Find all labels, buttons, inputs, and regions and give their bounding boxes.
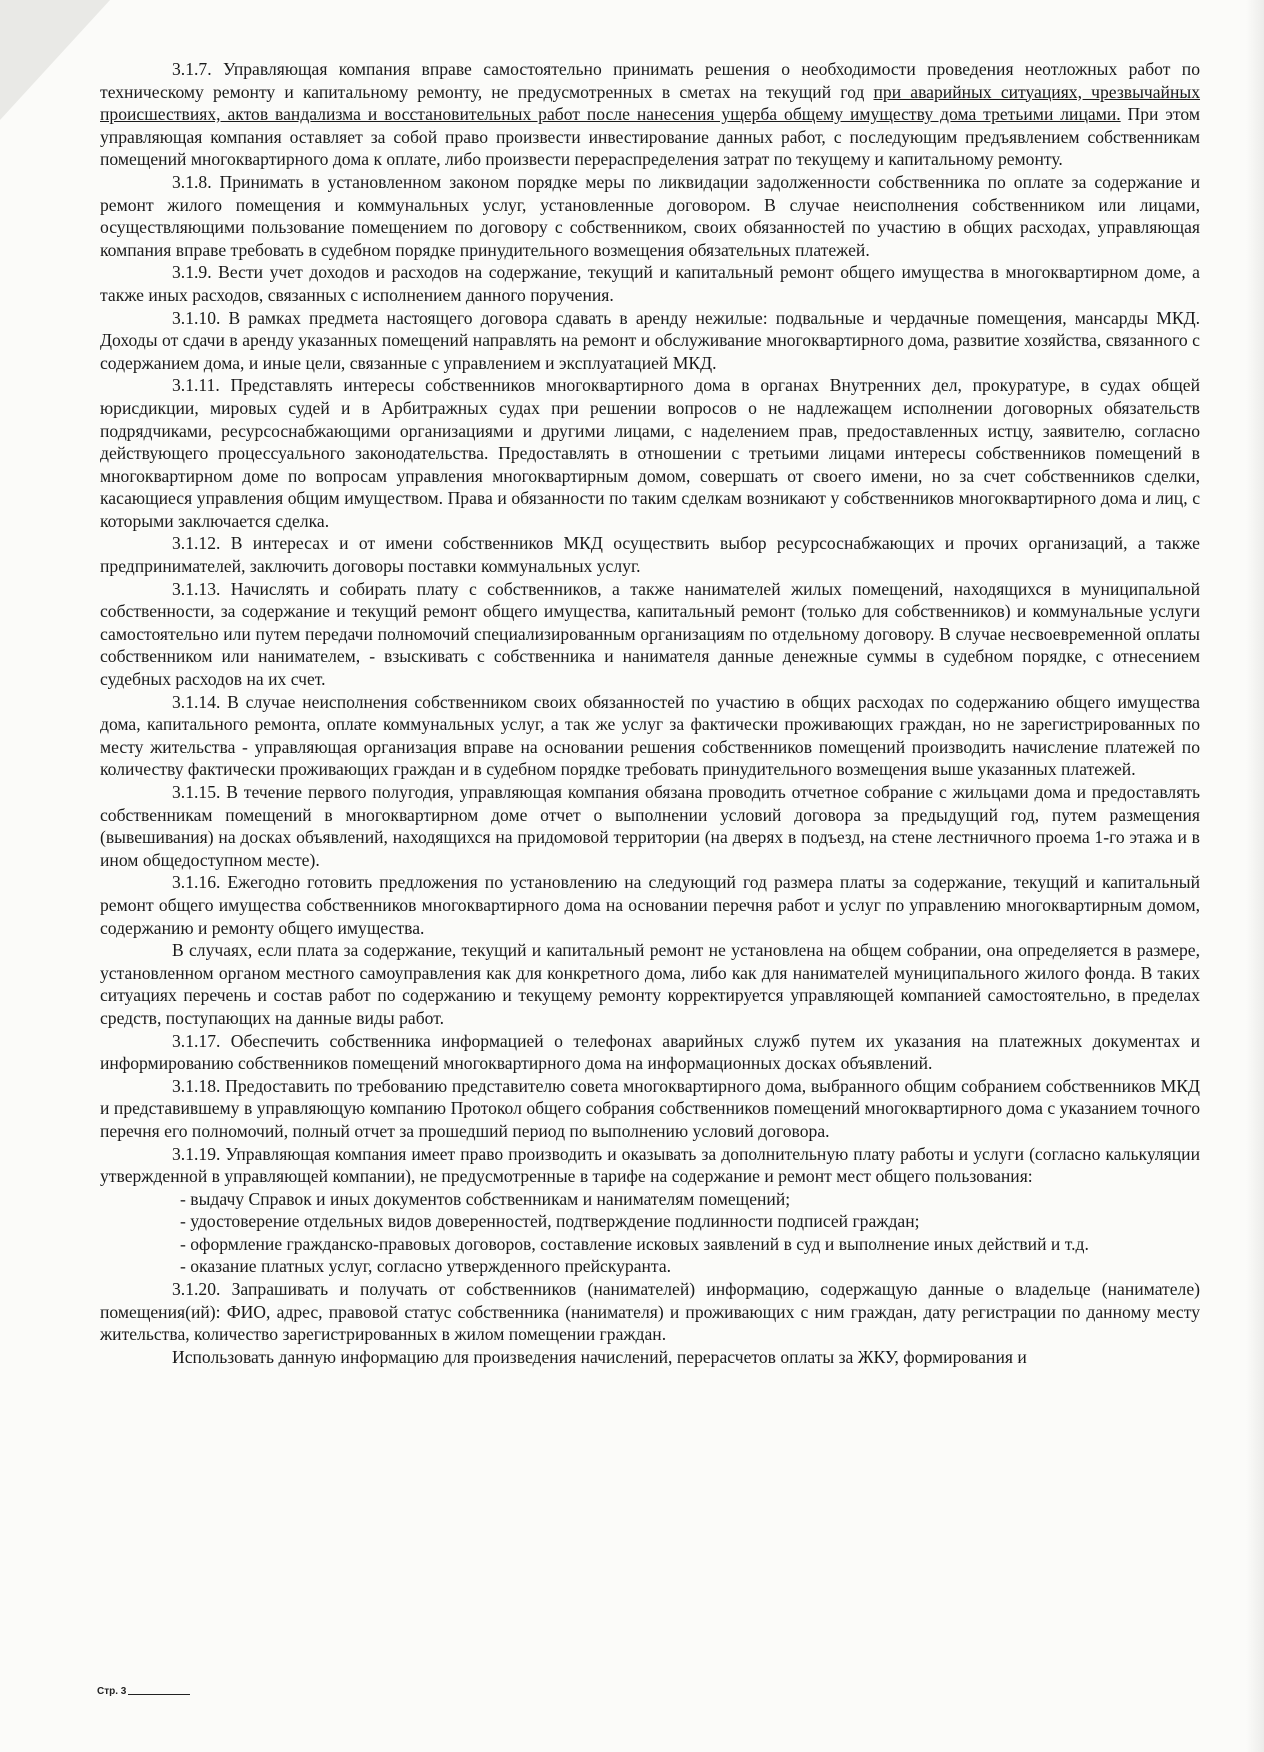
clause-3-1-20: 3.1.20. Запрашивать и получать от собственников (нанимателей) информацию, содержащую данные о владельце (нанимателе) помещения(ий): ФИО, адрес, правовой статус собственника (нанимателя) и проживающих с ним граждан, дату регистрации по данному месту жительства, количество зарегистрированных в жилом помещении граждан. [100, 1279, 1200, 1345]
list-item: - оказание платных услуг, согласно утвержденного прейскуранта. [180, 1256, 672, 1277]
clause-3-1-10: 3.1.10. В рамках предмета настоящего договора сдавать в аренду нежилые: подвальные и чердачные помещения, мансарды МКД. Доходы от сдачи в аренду указанных помещений направлять на ремонт и обслуживание многоквартирного дома, развитие хозяйства, связанного с содержанием дома, и иные цели, связанные с управлением и эксплуатацией МКД. [100, 307, 1200, 373]
list-item: - выдачу Справок и иных документов собственникам и нанимателям помещений; [180, 1188, 791, 1209]
clause-3-1-20-continued: Использовать данную информацию для произведения начислений, перерасчетов оплаты за ЖКУ, формирования и [172, 1346, 1027, 1367]
clause-3-1-14: 3.1.14. В случае неисполнения собственником своих обязанностей по участию в общих расходах по содержанию общего имущества дома, капитального ремонта, оплате коммунальных услуг, а так же услуг за фактически проживающих граждан, но не зарегистрированных по месту жительства - управляющая организация вправе на основании решения собственников помещений производить начисление платежей по количеству фактически проживающих граждан и в судебном порядке требовать принудительного возмещения выше указанных платежей. [100, 691, 1200, 780]
clause-3-1-7-end: При этом управляющая компания оставляет за собой право произвести инвестирование данных работ, с последующим предъявлением собственникам помещений многоквартирного дома к оплате, либо произвести перераспределения затрат по текущему и капитальному ремонту. [100, 104, 1200, 170]
clause-3-1-8: 3.1.8. Принимать в установленном законом порядке меры по ликвидации задолженности собственника по оплате за содержание и ремонт жилого помещения и коммунальных услуг, установленные договором. В случае неисполнения собственником или лицами, осуществляющими пользование помещением по договору с собственником, своих обязанностей по участию в общих расходах, управляющая компания вправе требовать в судебном порядке принудительного возмещения обязательных платежей. [100, 171, 1200, 260]
clause-3-1-19: 3.1.19. Управляющая компания имеет право производить и оказывать за дополнительную плату работы и услуги (согласно калькуляции утвержденной в управляющей компании), не предусмотренные в тарифе на содержание и ремонт мест общего пользования: [100, 1143, 1200, 1187]
clause-3-1-15: 3.1.15. В течение первого полугодия, управляющая компания обязана проводить отчетное собрание с жильцами дома и предоставлять собственникам помещений в многоквартирном доме отчет о выполнении условий договора за предыдущий год, путем размещения (вывешивания) на досках объявлений, находящихся на придомовой территории (на дверях в подъезд, на стене лестничного проема 1-го этажа и в ином общедоступном месте). [100, 782, 1200, 870]
clause-3-1-11: 3.1.11. Представлять интересы собственников многоквартирного дома в органах Внутренних дел, прокуратуре, в судах общей юрисдикции, мировых судей и в Арбитражных судах при решении вопросов о не надлежащем исполнении договорных обязательств подрядчиками, ресурсоснабжающими организациями и другими лицами, с наделением прав, предоставленных истцу, заявителю, согласно действующего процессуального законодательства. Предоставлять в отношении с третьими лицами интересы собственников помещений в многоквартирном доме по вопросам управления многоквартирным домом, совершать от своего имени, но за счет собственников сделки, касающиеся управления общим имуществом. Права и обязанности по таким сделкам возникают у собственников многоквартирного дома и лиц, с которыми заключается сделка. [100, 375, 1200, 531]
page-footer [97, 1686, 190, 1697]
clause-3-1-7 [100, 58, 1200, 171]
signature-line [128, 1694, 190, 1695]
list-item: - оформление гражданско-правовых договоров, составление исковых заявлений в суд и выполнение иных действий и т.д. [180, 1233, 1089, 1254]
list-item: - удостоверение отдельных видов доверенностей, подтверждение подлинности подписей граждан; [180, 1211, 920, 1232]
clause-3-1-16-continued: В случаях, если плата за содержание, текущий и капитальный ремонт не установлена на общем собрании, она определяется в размере, установленном органом местного самоуправления как для конкретного дома, либо как для нанимателей муниципального жилого фонда. В таких ситуациях перечень и состав работ по содержанию и текущему ремонту корректируется управляющей компанией самостоятельно, в пределах средств, поступающих на данные виды работ. [100, 940, 1200, 1028]
clause-3-1-12: 3.1.12. В интересах и от имени собственников МКД осуществить выбор ресурсоснабжающих и прочих организаций, а также предпринимателей, заключить договоры поставки коммунальных услуг. [100, 533, 1200, 577]
folded-corner [0, 0, 110, 120]
clause-3-1-17: 3.1.17. Обеспечить собственника информацией о телефонах аварийных служб путем их указания на платежных документах и информированию собственников помещений многоквартирного дома на информационных досках объявлений. [100, 1030, 1200, 1074]
clause-3-1-7-underlined: при аварийных ситуациях, чрезвычайных происшествиях, актов вандализма и восстановительных работ после нанесения ущерба общему имуществу дома третьими лицами. [100, 81, 1201, 125]
clause-3-1-16: 3.1.16. Ежегодно готовить предложения по установлению на следующий год размера платы за содержание, текущий и капитальный ремонт общего имущества собственников многоквартирного дома на основании перечня работ и услуг по управлению многоквартирным домом, содержанию и ремонту общего имущества. [100, 872, 1200, 938]
clause-3-1-7-start: 3.1.7. Управляющая компания вправе самостоятельно принимать решения о необходимости проведения неотложных работ по техническому ремонту и капитальному ремонту, не предусмотренных в сметах на текущий год [100, 59, 1200, 102]
page-edge-shadow [1246, 0, 1264, 1752]
page-number: Стр. 3 [97, 1686, 127, 1697]
clause-3-1-18: 3.1.18. Предоставить по требованию представителю совета многоквартирного дома, выбранного общим собранием собственников МКД и представившему в управляющую компанию Протокол общего собрания собственников помещений многоквартирного дома с указанием точного перечня его полномочий, полный отчет за прошедший период по выполнению условий договора. [100, 1075, 1200, 1141]
document-body [100, 58, 1200, 1368]
clause-3-1-13: 3.1.13. Начислять и собирать плату с собственников, а также нанимателей жилых помещений, находящихся в муниципальной собственности, за содержание и текущий ремонт общего имущества, капитальный ремонт (только для собственников) и коммунальные услуги самостоятельно или путем передачи полномочий специализированным организациям по отдельному договору. В случае несвоевременной оплаты собственником или нанимателем, - взыскивать с собственника и нанимателя данные денежные суммы в судебном порядке, с отнесением судебных расходов на их счет. [100, 578, 1200, 690]
clause-3-1-9: 3.1.9. Вести учет доходов и расходов на содержание, текущий и капитальный ремонт общего имущества в многоквартирном доме, а также иных расходов, связанных с исполнением данного поручения. [100, 262, 1200, 305]
